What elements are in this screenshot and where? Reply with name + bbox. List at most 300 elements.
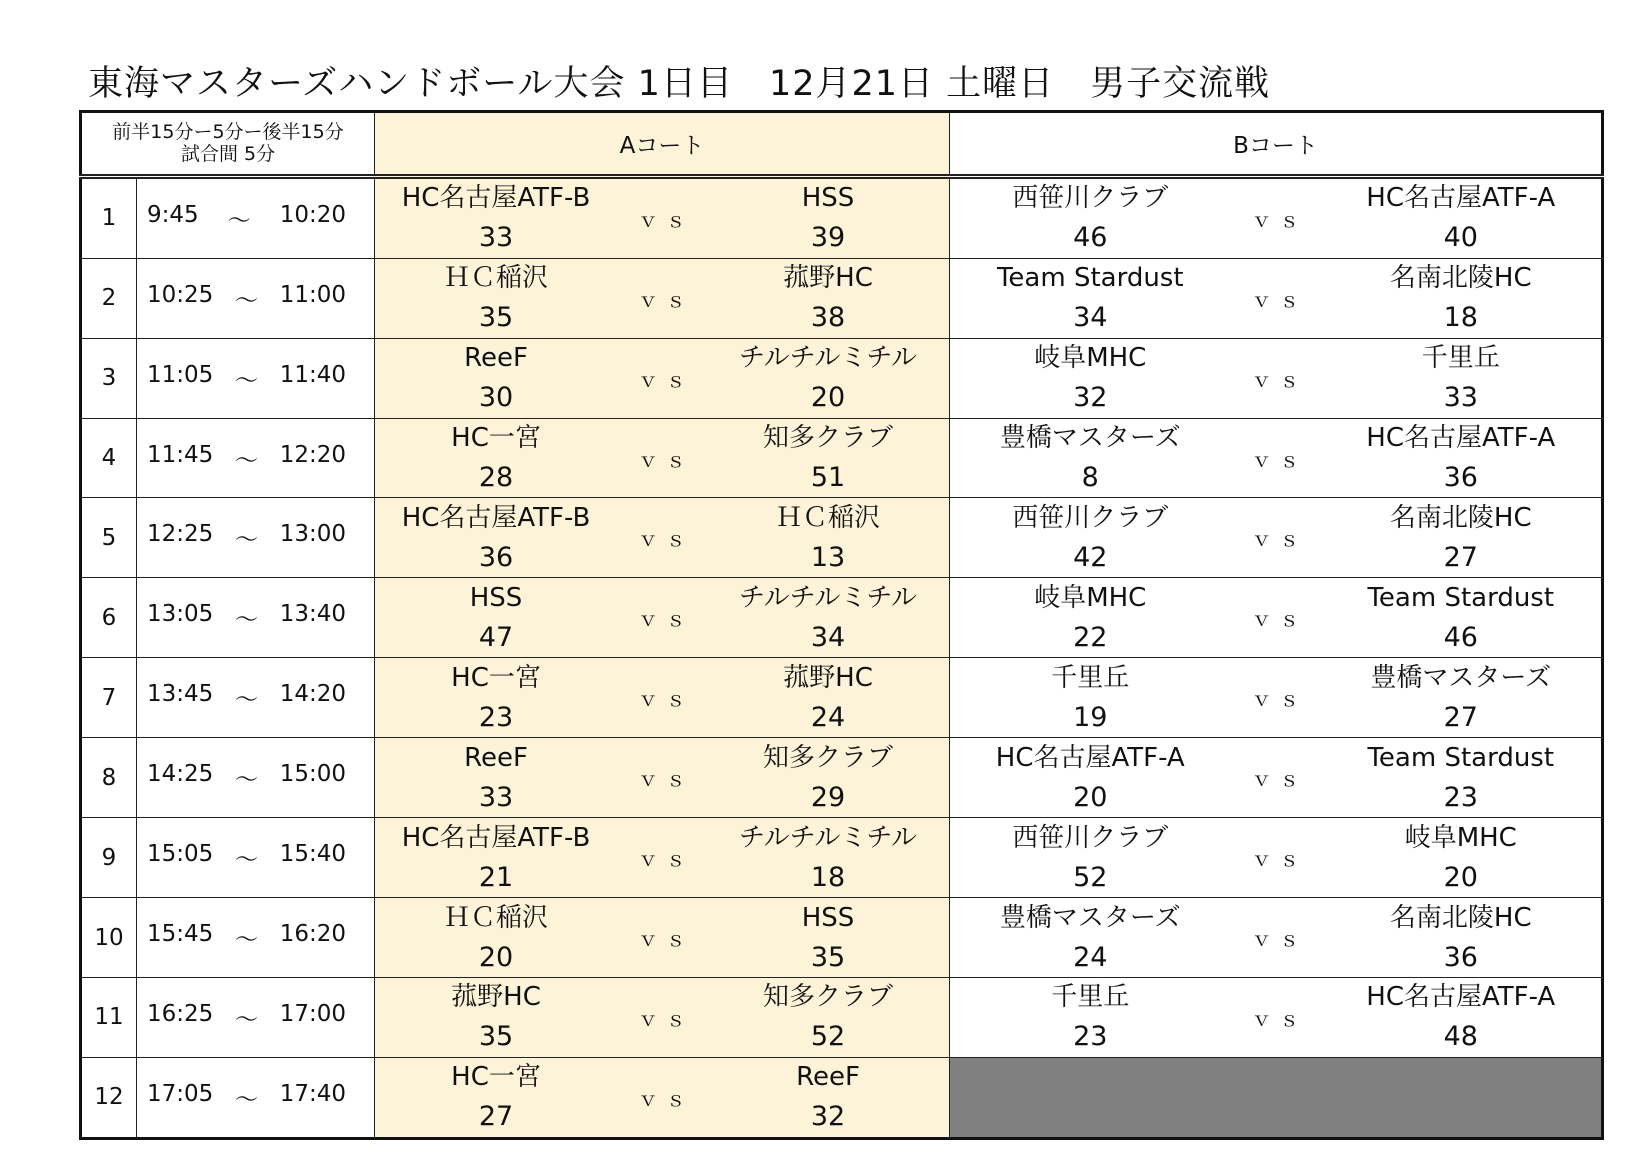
- table-row: [81, 498, 1603, 578]
- away-team-score: 51: [810, 462, 846, 493]
- away-team-name: 知多クラブ: [763, 423, 894, 453]
- away-team: [707, 659, 949, 737]
- court-a-header: Aコート: [375, 112, 950, 177]
- home-team: [950, 819, 1231, 897]
- home-team: [950, 579, 1231, 657]
- game-time: [137, 818, 375, 898]
- game-number: 5: [81, 498, 137, 578]
- time-separator: ～: [235, 607, 258, 634]
- end-time: 11:00: [279, 281, 346, 308]
- home-team-name: ReeF: [464, 742, 528, 773]
- vs-label: ｖｓ: [1251, 367, 1308, 392]
- away-team-name: HSS: [801, 183, 855, 214]
- court-a-match-cell: [375, 258, 950, 338]
- match: [375, 898, 949, 977]
- home-team-score: 19: [1073, 701, 1108, 733]
- home-team-score: 32: [1073, 382, 1108, 414]
- match: [950, 339, 1601, 418]
- game-time: [137, 658, 375, 738]
- away-team: [1321, 259, 1602, 337]
- start-time: 10:25: [147, 281, 214, 308]
- home-team-score: 34: [1073, 302, 1108, 334]
- court-a-match-cell: [375, 578, 950, 658]
- game-time: [137, 578, 375, 658]
- away-team: [1321, 659, 1602, 737]
- away-team: [1321, 339, 1602, 417]
- end-time: 17:40: [279, 1080, 346, 1107]
- court-a-match-cell: [375, 1057, 950, 1138]
- end-time: 13:40: [279, 601, 346, 628]
- home-team-name: Team Stardust: [996, 263, 1184, 294]
- away-team-score: 34: [810, 621, 846, 653]
- time-range: [137, 521, 374, 554]
- time-range: [137, 1001, 374, 1034]
- court-b-match-cell: [950, 498, 1603, 578]
- table-row: [81, 258, 1603, 338]
- game-time: [137, 418, 375, 498]
- end-time: 11:40: [279, 361, 346, 388]
- away-team: [1321, 579, 1602, 657]
- home-team-name: HC名古屋ATF-A: [995, 742, 1185, 773]
- away-team: [707, 978, 949, 1056]
- away-team-name: HC名古屋ATF-A: [1366, 423, 1556, 453]
- vs-label: ｖｓ: [638, 687, 695, 712]
- time-range: [137, 202, 374, 235]
- game-number: 1: [81, 176, 137, 258]
- court-b-match-cell: [950, 338, 1603, 418]
- match: [375, 259, 949, 338]
- away-team: [1321, 739, 1602, 817]
- vs-label: ｖｓ: [1251, 447, 1308, 472]
- table-row: [81, 176, 1603, 258]
- away-team-score: 46: [1443, 621, 1478, 653]
- start-time: 13:05: [147, 601, 214, 628]
- away-team-score: 20: [1443, 861, 1478, 893]
- home-team-name: 岐阜MHC: [1034, 343, 1147, 374]
- table-row: [81, 418, 1603, 498]
- match: [950, 658, 1601, 737]
- home-team: [950, 419, 1231, 497]
- match-schedule-table: [79, 110, 1604, 1140]
- home-team-name: HC一宮: [451, 423, 541, 453]
- away-team-score: 29: [810, 781, 846, 813]
- game-number: 3: [81, 338, 137, 418]
- away-team-name: 岐阜MHC: [1404, 822, 1517, 853]
- end-time: 17:00: [279, 1000, 346, 1027]
- home-team-score: 35: [478, 1021, 514, 1053]
- away-team-score: 48: [1443, 1021, 1478, 1053]
- home-team-name: HC一宮: [451, 662, 541, 693]
- time-separator: ～: [235, 287, 258, 314]
- away-team-name: Team Stardust: [1367, 582, 1555, 613]
- away-team-score: 36: [1443, 941, 1478, 973]
- match: [950, 818, 1601, 897]
- game-number: 9: [81, 818, 137, 898]
- home-team-score: 30: [478, 382, 514, 414]
- game-time: [137, 338, 375, 418]
- home-team: [375, 659, 617, 737]
- home-team: [375, 339, 617, 417]
- start-time: 13:45: [147, 681, 214, 708]
- away-team-name: チルチルミチル: [738, 582, 918, 613]
- match: [375, 498, 949, 577]
- away-team: [1321, 499, 1602, 577]
- table-row: [81, 738, 1603, 818]
- start-time: 11:45: [147, 441, 214, 468]
- home-team: [375, 1058, 617, 1136]
- game-number: 7: [81, 658, 137, 738]
- away-team: [707, 499, 949, 577]
- match: [375, 339, 949, 418]
- away-team: [707, 1058, 949, 1136]
- match: [375, 1058, 949, 1137]
- table-row: [81, 658, 1603, 738]
- home-team-name: ＨＣ稲沢: [444, 263, 549, 294]
- court-b-match-cell: [950, 738, 1603, 818]
- vs-label: ｖｓ: [1251, 927, 1308, 952]
- table-row: [81, 898, 1603, 978]
- vs-label: ｖｓ: [638, 1086, 695, 1111]
- home-team: [950, 739, 1231, 817]
- away-team-score: 13: [810, 541, 846, 573]
- page-title: 東海マスターズハンドボール大会 1日目 12月21日 土曜日 男子交流戦: [88, 64, 1271, 104]
- match: [375, 738, 949, 817]
- home-team-name: HC一宮: [451, 1062, 541, 1093]
- vs-label: ｖｓ: [638, 847, 695, 872]
- away-team: [1321, 179, 1602, 257]
- time-range: [137, 282, 374, 315]
- match: [950, 179, 1601, 258]
- court-b-header: Bコート: [950, 112, 1603, 177]
- away-team-score: 40: [1443, 222, 1478, 254]
- game-number: 2: [81, 258, 137, 338]
- home-team: [375, 978, 617, 1056]
- home-team-name: 西笹川クラブ: [1012, 183, 1169, 214]
- home-team-name: HC名古屋ATF-B: [401, 183, 591, 214]
- match: [950, 978, 1601, 1057]
- game-time: [137, 258, 375, 338]
- home-team-score: 47: [478, 621, 514, 653]
- home-team-score: 24: [1073, 941, 1108, 973]
- away-team-score: 18: [1443, 302, 1478, 334]
- away-team-score: 20: [810, 382, 846, 414]
- game-time: [137, 978, 375, 1058]
- home-team-score: 21: [478, 861, 514, 893]
- vs-label: ｖｓ: [638, 1006, 695, 1031]
- vs-label: ｖｓ: [638, 447, 695, 472]
- start-time: 14:25: [147, 761, 214, 788]
- home-team-name: 豊橋マスターズ: [999, 902, 1181, 933]
- match: [950, 259, 1601, 338]
- end-time: 10:20: [279, 201, 347, 228]
- time-separator: ～: [235, 687, 258, 714]
- home-team: [375, 819, 617, 897]
- away-team: [707, 819, 949, 897]
- game-number: 11: [81, 978, 137, 1058]
- away-team-score: 52: [810, 1021, 846, 1053]
- vs-label: ｖｓ: [638, 767, 695, 792]
- vs-label: ｖｓ: [1251, 287, 1308, 312]
- home-team-score: 8: [1081, 462, 1099, 493]
- start-time: 9:45: [147, 201, 199, 228]
- home-team-name: 千里丘: [1051, 982, 1130, 1013]
- vs-label: ｖｓ: [1251, 607, 1308, 632]
- away-team-name: 名南北陵HC: [1389, 502, 1532, 533]
- court-a-match-cell: [375, 738, 950, 818]
- home-team: [950, 339, 1231, 417]
- court-a-match-cell: [375, 418, 950, 498]
- vs-label: ｖｓ: [1251, 527, 1308, 552]
- away-team-name: 名南北陵HC: [1389, 263, 1532, 294]
- home-team-score: 23: [1073, 1021, 1108, 1053]
- rules-cell: [81, 112, 375, 177]
- vs-label: ｖｓ: [1251, 687, 1308, 712]
- end-time: 16:20: [279, 921, 346, 948]
- time-separator: ～: [235, 847, 258, 874]
- game-time: [137, 498, 375, 578]
- away-team-score: 38: [810, 302, 846, 334]
- away-team-name: Team Stardust: [1367, 742, 1555, 773]
- time-separator: ～: [235, 1006, 258, 1033]
- home-team-score: 22: [1073, 621, 1108, 653]
- home-team: [950, 499, 1231, 577]
- away-team-name: HSS: [801, 902, 855, 933]
- game-number: 10: [81, 898, 137, 978]
- court-a-match-cell: [375, 818, 950, 898]
- home-team: [950, 899, 1231, 977]
- home-team-score: 27: [478, 1101, 514, 1133]
- home-team: [950, 259, 1231, 337]
- court-b-match-cell: [950, 578, 1603, 658]
- court-b-match-cell: [950, 658, 1603, 738]
- vs-label: ｖｓ: [638, 287, 695, 312]
- away-team-name: 名南北陵HC: [1389, 902, 1532, 933]
- game-number: 8: [81, 738, 137, 818]
- court-b-empty-cell: [950, 1057, 1603, 1138]
- home-team-score: 20: [478, 941, 514, 973]
- home-team: [375, 739, 617, 817]
- vs-label: ｖｓ: [638, 207, 695, 232]
- end-time: 14:20: [279, 681, 346, 708]
- match: [375, 419, 949, 498]
- time-separator: ～: [227, 207, 251, 234]
- away-team-name: 千里丘: [1421, 343, 1500, 374]
- start-time: 12:25: [147, 521, 214, 548]
- away-team-score: 32: [810, 1101, 846, 1133]
- away-team-score: 27: [1443, 701, 1478, 733]
- match: [950, 498, 1601, 577]
- time-range: [137, 442, 374, 475]
- home-team: [375, 579, 617, 657]
- time-range: [137, 921, 374, 954]
- away-team: [707, 419, 949, 497]
- home-team-name: HC名古屋ATF-B: [401, 502, 591, 533]
- end-time: 12:20: [279, 441, 346, 468]
- away-team-score: 39: [810, 222, 846, 254]
- court-b-match-cell: [950, 258, 1603, 338]
- table-row: [81, 818, 1603, 898]
- rules-line-2: 試合間 5分: [180, 143, 276, 166]
- away-team-name: 菰野HC: [783, 263, 873, 294]
- game-time: [137, 898, 375, 978]
- table-row: [81, 1057, 1603, 1138]
- vs-label: ｖｓ: [638, 367, 695, 392]
- home-team-name: ReeF: [464, 343, 528, 374]
- home-team-name: 岐阜MHC: [1034, 582, 1147, 613]
- time-separator: ～: [235, 527, 258, 554]
- home-team: [375, 259, 617, 337]
- time-separator: ～: [235, 767, 258, 794]
- court-b-match-cell: [950, 818, 1603, 898]
- away-team: [707, 179, 949, 257]
- match: [375, 658, 949, 737]
- away-team-score: 35: [810, 941, 846, 973]
- rules-line-1: 前半15分ー5分ー後半15分: [112, 121, 344, 144]
- home-team-score: 33: [478, 781, 514, 813]
- match: [950, 738, 1601, 817]
- away-team-name: ReeF: [796, 1062, 860, 1093]
- away-team-score: 23: [1443, 781, 1478, 813]
- court-b-match-cell: [950, 978, 1603, 1058]
- vs-label: ｖｓ: [638, 527, 695, 552]
- start-time: 17:05: [147, 1080, 214, 1107]
- away-team-name: 知多クラブ: [763, 742, 894, 773]
- match: [375, 978, 949, 1057]
- end-time: 13:00: [279, 521, 346, 548]
- home-team-name: HSS: [469, 582, 523, 613]
- court-a-match-cell: [375, 176, 950, 258]
- vs-label: ｖｓ: [1251, 847, 1308, 872]
- home-team-name: 西笹川クラブ: [1012, 822, 1169, 853]
- home-team: [950, 978, 1231, 1056]
- time-range: [137, 1081, 374, 1114]
- court-b-match-cell: [950, 176, 1603, 258]
- start-time: 11:05: [147, 361, 214, 388]
- away-team: [707, 579, 949, 657]
- away-team-name: チルチルミチル: [738, 822, 918, 853]
- home-team-name: 豊橋マスターズ: [999, 423, 1181, 453]
- away-team-score: 36: [1443, 462, 1478, 493]
- match: [375, 179, 949, 258]
- game-number: 4: [81, 418, 137, 498]
- home-team: [375, 499, 617, 577]
- match: [375, 818, 949, 897]
- away-team-score: 27: [1443, 541, 1478, 573]
- time-range: [137, 681, 374, 714]
- away-team-name: ＨＣ稲沢: [776, 502, 881, 533]
- court-a-match-cell: [375, 658, 950, 738]
- home-team-score: 20: [1073, 781, 1108, 813]
- home-team-name: 西笹川クラブ: [1012, 502, 1169, 533]
- vs-label: ｖｓ: [1251, 207, 1308, 232]
- time-separator: ～: [235, 367, 258, 394]
- vs-label: ｖｓ: [1251, 767, 1308, 792]
- away-team-name: HC名古屋ATF-A: [1366, 183, 1556, 214]
- home-team-name: 菰野HC: [451, 982, 541, 1013]
- away-team-name: チルチルミチル: [738, 343, 918, 374]
- away-team-name: 菰野HC: [783, 662, 873, 693]
- away-team: [707, 739, 949, 817]
- game-number: 6: [81, 578, 137, 658]
- away-team: [1321, 419, 1602, 497]
- vs-label: ｖｓ: [638, 607, 695, 632]
- home-team-score: 35: [478, 302, 514, 334]
- game-number: 12: [81, 1057, 137, 1138]
- game-time: [137, 738, 375, 818]
- court-a-match-cell: [375, 898, 950, 978]
- court-a-match-cell: [375, 338, 950, 418]
- home-team-score: 46: [1073, 222, 1108, 254]
- away-team: [1321, 899, 1602, 977]
- match: [950, 898, 1601, 977]
- time-range: [137, 841, 374, 874]
- home-team-score: 23: [478, 701, 514, 733]
- home-team: [375, 899, 617, 977]
- time-range: [137, 601, 374, 634]
- game-time: [137, 176, 375, 258]
- court-b-match-cell: [950, 898, 1603, 978]
- away-team: [1321, 819, 1602, 897]
- time-range: [137, 362, 374, 395]
- end-time: 15:40: [279, 841, 346, 868]
- vs-label: ｖｓ: [1251, 1006, 1308, 1031]
- home-team-score: 36: [478, 541, 514, 573]
- time-separator: ～: [235, 927, 258, 954]
- home-team-name: ＨＣ稲沢: [444, 902, 549, 933]
- home-team: [375, 179, 617, 257]
- end-time: 15:00: [279, 761, 346, 788]
- away-team-score: 24: [810, 701, 846, 733]
- away-team: [707, 259, 949, 337]
- home-team: [950, 659, 1231, 737]
- start-time: 16:25: [147, 1000, 214, 1027]
- table-header-row: [81, 112, 1603, 177]
- game-time: [137, 1057, 375, 1138]
- home-team-score: 52: [1073, 861, 1108, 893]
- home-team-score: 42: [1073, 541, 1108, 573]
- table-row: [81, 338, 1603, 418]
- court-b-match-cell: [950, 418, 1603, 498]
- home-team-score: 28: [478, 462, 514, 493]
- start-time: 15:45: [147, 921, 214, 948]
- match: [375, 578, 949, 657]
- away-team-name: HC名古屋ATF-A: [1366, 982, 1556, 1013]
- home-team: [375, 419, 617, 497]
- away-team-name: 豊橋マスターズ: [1370, 662, 1552, 693]
- time-separator: ～: [235, 1086, 258, 1113]
- away-team-score: 18: [810, 861, 846, 893]
- away-team: [707, 339, 949, 417]
- match: [950, 419, 1601, 498]
- court-a-match-cell: [375, 498, 950, 578]
- away-team-score: 33: [1443, 382, 1478, 414]
- table-row: [81, 978, 1603, 1058]
- home-team-name: 千里丘: [1051, 662, 1130, 693]
- match: [950, 578, 1601, 657]
- home-team: [950, 179, 1231, 257]
- time-range: [137, 761, 374, 794]
- home-team-score: 33: [478, 222, 514, 254]
- away-team: [1321, 978, 1602, 1056]
- start-time: 15:05: [147, 841, 214, 868]
- court-a-match-cell: [375, 978, 950, 1058]
- table-row: [81, 578, 1603, 658]
- time-separator: ～: [235, 447, 258, 474]
- vs-label: ｖｓ: [638, 927, 695, 952]
- home-team-name: HC名古屋ATF-B: [401, 822, 591, 853]
- away-team: [707, 899, 949, 977]
- away-team-name: 知多クラブ: [763, 982, 894, 1013]
